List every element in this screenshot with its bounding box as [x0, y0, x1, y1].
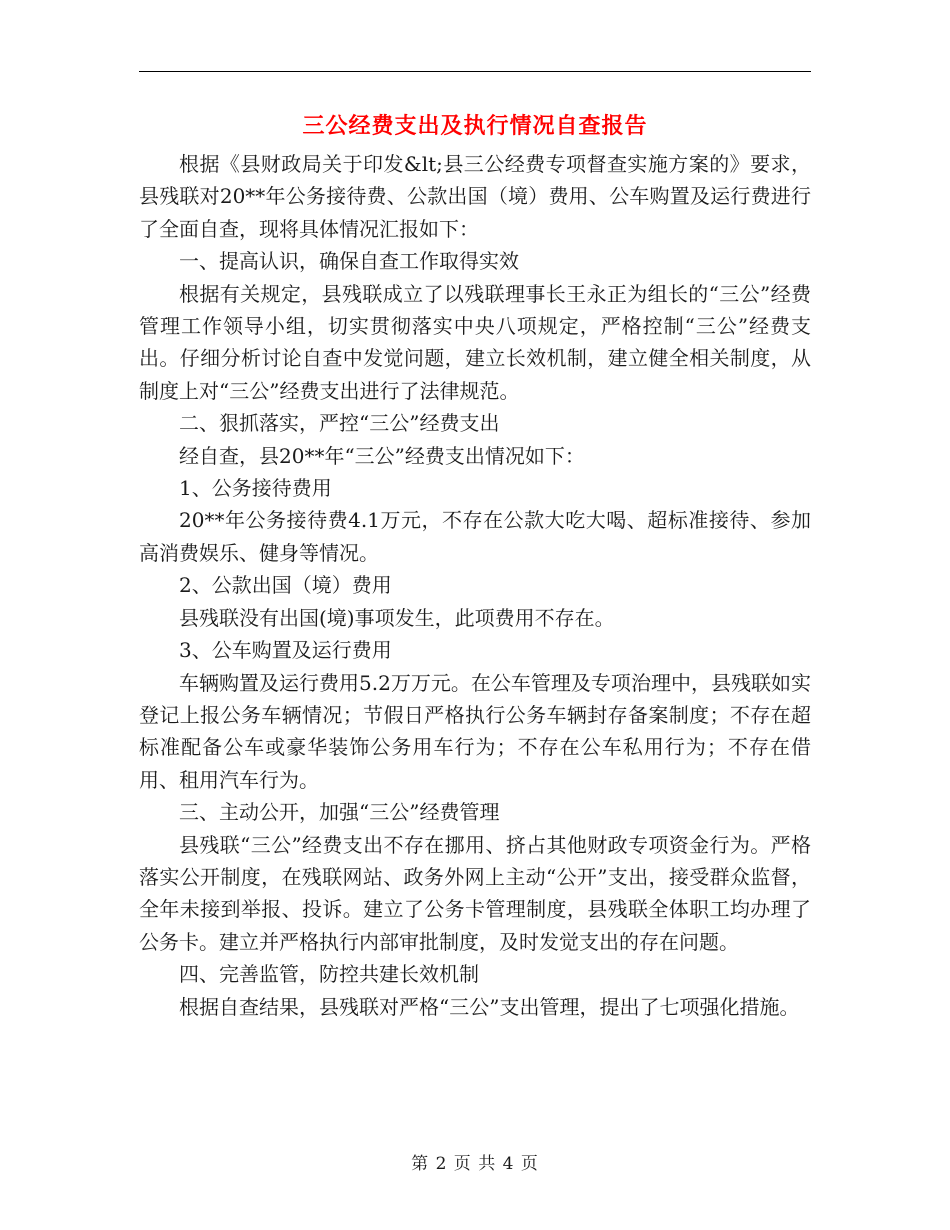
- document-body: [139, 148, 811, 1023]
- paragraph-self-check: 经自查，县20**年“三公”经费支出情况如下：: [179, 443, 585, 468]
- document-title: 三公经费支出及执行情况自查报告: [302, 113, 648, 139]
- paragraph-intro: 根据《县财政局关于印发&lt;县三公经费专项督查实施方案的》要求，县残联对20**年公务接待费、公款出国（境）费用、公车购置及运行费进行了全面自查，现将具体情况汇报如下：: [139, 152, 811, 241]
- subheading-vehicles: 3、公车购置及运行费用: [179, 638, 392, 663]
- paragraph-section-1: 根据有关规定，县残联成立了以残联理事长王永正为组长的“三公”经费管理工作领导小组，切实贯彻落实中央八项规定，严格控制“三公”经费支出。仔细分析讨论自查中发觉问题，建立长效机制，建立健全相关制度，从制度上对“三公”经费支出进行了法律规范。: [139, 281, 811, 403]
- paragraph-section-4: 根据自查结果，县残联对严格“三公”支出管理，提出了七项强化措施。: [179, 994, 800, 1019]
- header-rule: [139, 71, 811, 72]
- section-heading-3: 三、主动公开，加强“三公”经费管理: [179, 800, 500, 825]
- paragraph-reception: 20**年公务接待费4.1万元，不存在公款大吃大喝、超标准接待、参加高消费娱乐、健身等情况。: [139, 508, 811, 565]
- subheading-overseas: 2、公款出国（境）费用: [179, 573, 392, 598]
- section-heading-1: 一、提高认识，确保自查工作取得实效: [179, 249, 519, 274]
- paragraph-section-3: 县残联“三公”经费支出不存在挪用、挤占其他财政专项资金行为。严格落实公开制度，在残联网站、政务外网上主动“公开”支出，接受群众监督，全年未接到举报、投诉。建立了公务卡管理制度，县残联全体职工均办理了公务卡。建立并严格执行内部审批制度，及时发觉支出的存在问题。: [139, 832, 811, 954]
- subheading-reception: 1、公务接待费用: [179, 476, 332, 501]
- paragraph-overseas: 县残联没有出国(境)事项发生，此项费用不存在。: [179, 605, 615, 630]
- page-number-footer: 第 2 页 共 4 页: [411, 1154, 539, 1174]
- section-heading-2: 二、狠抓落实，严控“三公”经费支出: [179, 411, 500, 436]
- paragraph-vehicles: 车辆购置及运行费用5.2万万元。在公车管理及专项治理中，县残联如实登记上报公务车辆情况；节假日严格执行公务车辆封存备案制度；不存在超标准配备公车或豪华装饰公务用车行为；不存在公车私用行为；不存在借用、租用汽车行为。: [139, 670, 811, 792]
- section-heading-4: 四、完善监管，防控共建长效机制: [179, 962, 479, 987]
